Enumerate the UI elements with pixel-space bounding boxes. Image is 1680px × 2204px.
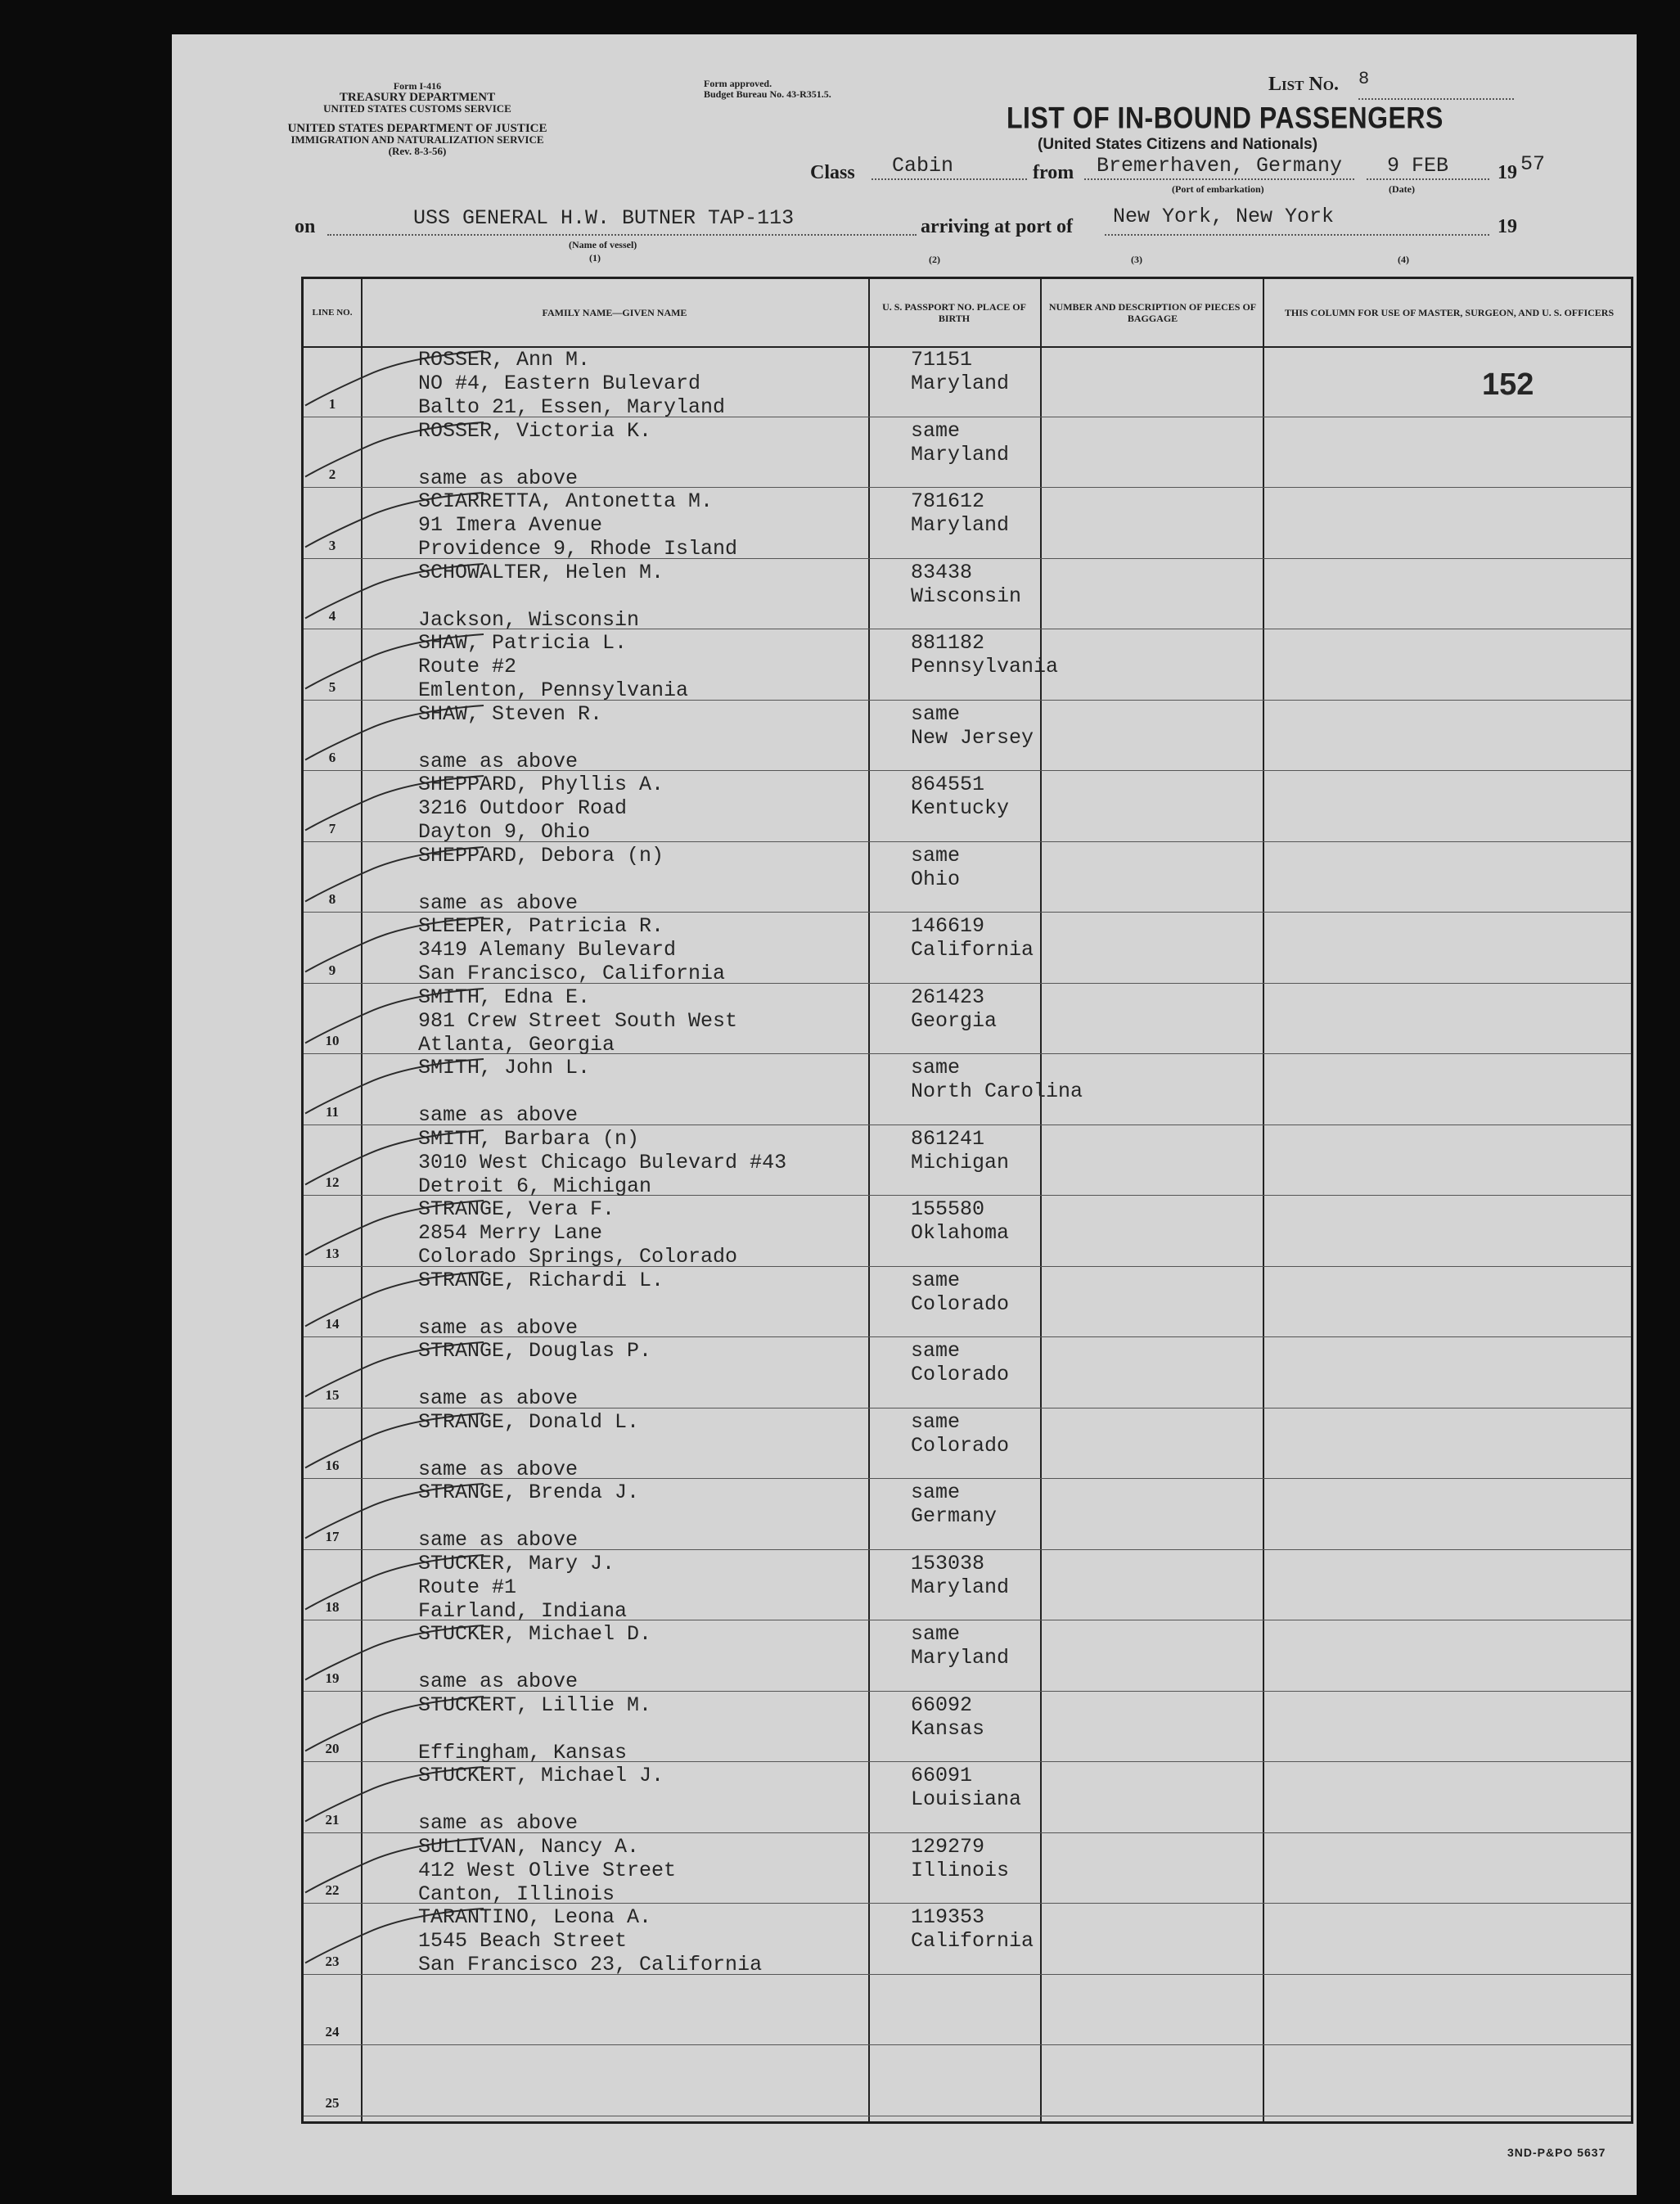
line-number: 23: [325, 1953, 340, 1969]
passenger-name-address: [418, 489, 737, 561]
passenger-name: SHAW, Steven R.: [418, 701, 603, 726]
table-row: [304, 1408, 1636, 1480]
place-of-birth: Kentucky: [911, 796, 1010, 820]
address-line: Colorado Springs, Colorado: [418, 1245, 738, 1269]
address-line: Effingham, Kansas: [418, 1740, 628, 1765]
immigration-label: IMMIGRATION AND NATURALIZATION SERVICE: [291, 133, 544, 146]
year-prefix: 19: [1498, 162, 1517, 183]
form-number: Form I-416: [393, 80, 442, 92]
passport-birthplace: [911, 419, 1009, 466]
table-row: [304, 1975, 1636, 2046]
passenger-name: SHEPPARD, Debora (n): [418, 843, 664, 868]
address-line: 981 Crew Street South West: [418, 1008, 738, 1033]
passport-number: same: [911, 1409, 961, 1434]
list-no-line: [1358, 98, 1514, 100]
passenger-name: ROSSER, Ann M.: [418, 348, 591, 372]
passport-birthplace: [911, 1552, 1009, 1599]
address-line: San Francisco, California: [418, 962, 726, 985]
place-of-birth: Colorado: [911, 1363, 1010, 1386]
col-num-1: (1): [589, 252, 601, 264]
on-label: on: [295, 216, 316, 237]
line-number: 9: [328, 962, 336, 978]
header-officers: THIS COLUMN FOR USE OF MASTER, SURGEON, AND U. S. OFFICERS: [1284, 307, 1615, 318]
passport-birthplace: [911, 1693, 984, 1741]
table-row: [304, 629, 1636, 701]
officer-note: 152: [1482, 367, 1534, 402]
passenger-name-address: [418, 631, 688, 702]
passport-number: 881182: [911, 631, 985, 655]
address-line: [418, 1434, 639, 1458]
passenger-name-address: [418, 1197, 737, 1269]
passport-birthplace: [911, 702, 1034, 750]
place-of-birth: Illinois: [911, 1858, 1010, 1882]
line-number: 2: [328, 466, 336, 482]
list-number-block: [1268, 69, 1370, 96]
place-of-birth: Colorado: [911, 1433, 1010, 1458]
address-line: same as above: [418, 466, 579, 490]
approved-label: Form approved.: [704, 78, 772, 89]
place-of-birth: Maryland: [911, 442, 1010, 466]
address-line: same as above: [418, 1670, 579, 1693]
passport-birthplace: [911, 773, 1009, 820]
passenger-name-address: [418, 1764, 664, 1835]
place-of-birth: New Jersey: [911, 725, 1034, 750]
line-number: 15: [325, 1386, 340, 1403]
date-caption: (Date): [1389, 183, 1415, 195]
line-number: 22: [325, 1882, 340, 1898]
table-row: [304, 488, 1636, 559]
address-line: 3010 West Chicago Bulevard #43: [418, 1150, 787, 1174]
address-line: Canton, Illinois: [418, 1882, 615, 1906]
table-row: [304, 1054, 1636, 1125]
passport-birthplace: [911, 1339, 1009, 1386]
address-line: [418, 1646, 651, 1670]
date-line: [1367, 178, 1489, 180]
table-row: [304, 1125, 1636, 1197]
vessel-value: USS GENERAL H.W. BUTNER TAP-113: [413, 206, 795, 230]
passenger-name: STRANGE, Brenda J.: [418, 1481, 640, 1504]
address-line: Fairland, Indiana: [418, 1598, 628, 1623]
budget-label: Budget Bureau No. 43-R351.5.: [704, 88, 831, 100]
passenger-name: TARANTINO, Leona A.: [418, 1905, 652, 1929]
passport-number: 153038: [911, 1551, 985, 1575]
table-row: [304, 1692, 1636, 1763]
header-name: FAMILY NAME—GIVEN NAME: [542, 307, 687, 318]
passport-number: 146619: [911, 914, 985, 938]
passenger-name: SMITH, Edna E.: [418, 985, 591, 1009]
address-line: [418, 1292, 664, 1316]
passenger-name: SMITH, John L.: [418, 1056, 591, 1079]
header-line-no: LINE NO.: [312, 308, 353, 318]
passport-birthplace: [911, 914, 1034, 962]
revision-label: (Rev. 8-3-56): [388, 145, 447, 157]
line-number: 16: [325, 1458, 340, 1473]
address-line: Route #2: [418, 655, 517, 678]
address-line: [418, 1717, 651, 1741]
place-of-birth: Pennsylvania: [911, 655, 1059, 678]
line-number: 20: [325, 1741, 340, 1756]
passport-birthplace: [911, 844, 960, 891]
table-row: [304, 1550, 1636, 1621]
table-row: [304, 1267, 1636, 1338]
col-num-4: (4): [1398, 254, 1409, 265]
line-number: 5: [328, 678, 336, 695]
passport-number: same: [911, 418, 961, 443]
address-line: San Francisco 23, California: [418, 1953, 763, 1976]
table-row: [304, 1620, 1636, 1692]
table-row: [304, 1762, 1636, 1833]
line-number: 3: [328, 537, 336, 553]
line-number: 4: [328, 608, 336, 624]
address-line: [418, 1504, 639, 1528]
passenger-name: SULLIVAN, Nancy A.: [418, 1834, 640, 1859]
justice-block: [282, 123, 552, 157]
place-of-birth: California: [911, 938, 1034, 962]
passport-birthplace: [911, 1764, 1021, 1811]
line-number: 19: [325, 1670, 340, 1686]
passport-birthplace: [911, 1622, 1009, 1670]
from-line: [1084, 178, 1354, 180]
line-number: 21: [325, 1811, 340, 1828]
passport-number: 864551: [911, 773, 985, 796]
line-number: 1: [328, 395, 336, 412]
table-row: [304, 1479, 1636, 1550]
address-line: same as above: [418, 1811, 579, 1835]
passport-birthplace: [911, 631, 1058, 678]
list-no-label: List No.: [1268, 74, 1339, 95]
passport-birthplace: [911, 348, 1009, 395]
passenger-name-address: [418, 1835, 676, 1906]
passenger-name-address: [418, 702, 602, 773]
passenger-name: STRANGE, Donald L.: [418, 1409, 640, 1434]
passport-number: 861241: [911, 1126, 985, 1151]
line-number: 8: [328, 891, 336, 907]
arriving-label: arriving at port of: [921, 216, 1073, 237]
col-num-3: (3): [1131, 254, 1142, 265]
passenger-name-address: [418, 773, 664, 844]
place-of-birth: Colorado: [911, 1291, 1010, 1316]
agency-block: [282, 80, 552, 115]
form-title: LIST OF IN-BOUND PASSENGERS: [1007, 101, 1444, 135]
place-of-birth: Georgia: [911, 1008, 998, 1033]
table-row: [304, 842, 1636, 913]
table-row: [304, 2045, 1636, 2116]
passenger-name: STRANGE, Vera F.: [418, 1197, 615, 1221]
passenger-name: ROSSER, Victoria K.: [418, 418, 652, 443]
table-row: [304, 559, 1636, 630]
passport-number: same: [911, 1481, 961, 1504]
place-of-birth: Germany: [911, 1504, 998, 1528]
passport-number: same: [911, 843, 961, 868]
line-number: 24: [325, 2024, 340, 2039]
form-subtitle: (United States Citizens and Nationals): [1038, 136, 1318, 153]
header-baggage: NUMBER AND DESCRIPTION OF PIECES OF BAGGAGE: [1048, 301, 1257, 324]
arriving-line: [1105, 234, 1489, 236]
passport-birthplace: [911, 1127, 1009, 1174]
passenger-name-address: [418, 985, 737, 1057]
passenger-name-address: [418, 1269, 664, 1340]
passport-birthplace: [911, 489, 1009, 537]
address-line: [418, 1787, 664, 1811]
passport-number: 66091: [911, 1764, 973, 1787]
address-line: same as above: [418, 1386, 579, 1410]
passenger-name: STRANGE, Douglas P.: [418, 1339, 652, 1363]
line-number: 25: [325, 2094, 340, 2111]
line-number: 18: [325, 1599, 340, 1615]
passport-number: 155580: [911, 1197, 985, 1221]
place-of-birth: North Carolina: [911, 1079, 1083, 1103]
list-no-value: 8: [1358, 69, 1370, 89]
address-line: [418, 1079, 590, 1103]
passenger-name-address: [418, 1056, 590, 1127]
address-line: [418, 726, 602, 750]
table-row: [304, 417, 1636, 489]
vessel-caption: (Name of vessel): [569, 239, 637, 250]
address-line: same as above: [418, 1315, 579, 1340]
passenger-name: SLEEPER, Patricia R.: [418, 914, 664, 938]
passport-number: same: [911, 701, 961, 726]
vessel-line: [327, 234, 917, 236]
date-value: 9 FEB: [1387, 154, 1449, 178]
passenger-name: STUCKERT, Lillie M.: [418, 1692, 652, 1717]
footer-code: 3ND-P&PO 5637: [1507, 2146, 1606, 2159]
address-line: Balto 21, Essen, Maryland: [418, 395, 726, 419]
passenger-name-address: [418, 561, 664, 632]
class-label: Class: [810, 162, 855, 183]
address-line: [418, 868, 664, 891]
address-line: 3419 Alemany Bulevard: [418, 938, 677, 962]
line-number: 13: [325, 1245, 340, 1261]
passport-birthplace: [911, 561, 1021, 608]
passenger-name-address: [418, 914, 725, 985]
passenger-name-address: [418, 844, 664, 915]
passenger-table: [301, 277, 1633, 2124]
place-of-birth: Ohio: [911, 867, 961, 891]
manifest-page: [172, 34, 1637, 2195]
passport-number: same: [911, 1056, 961, 1079]
line-number: 14: [325, 1316, 340, 1332]
table-row: [304, 1337, 1636, 1408]
year-value: 57: [1520, 152, 1546, 176]
passenger-name: STUCKER, Michael D.: [418, 1622, 652, 1646]
passenger-name-address: [418, 1127, 786, 1198]
place-of-birth: Maryland: [911, 513, 1010, 537]
passport-birthplace: [911, 1056, 1083, 1103]
passport-birthplace: [911, 1905, 1034, 1953]
table-row: [304, 984, 1636, 1055]
class-line: [872, 178, 1027, 180]
address-line: same as above: [418, 890, 579, 915]
place-of-birth: Maryland: [911, 372, 1010, 395]
approval-block: [704, 79, 831, 100]
year2-prefix: 19: [1498, 216, 1517, 237]
from-label: from: [1033, 162, 1074, 183]
passport-number: 119353: [911, 1905, 985, 1929]
address-line: Route #1: [418, 1575, 517, 1599]
table-row: [304, 701, 1636, 772]
place-of-birth: Michigan: [911, 1150, 1010, 1174]
address-line: same as above: [418, 1457, 579, 1481]
address-line: 1545 Beach Street: [418, 1929, 628, 1953]
line-number: 12: [325, 1174, 340, 1190]
line-number: 7: [328, 820, 336, 836]
line-number: 6: [328, 750, 336, 765]
address-line: same as above: [418, 749, 579, 773]
passenger-name: SCHOWALTER, Helen M.: [418, 560, 664, 584]
passenger-name-address: [418, 1622, 651, 1693]
passport-birthplace: [911, 985, 997, 1033]
place-of-birth: Wisconsin: [911, 584, 1022, 608]
address-line: 2854 Merry Lane: [418, 1221, 603, 1245]
place-of-birth: California: [911, 1929, 1034, 1953]
passenger-name-address: [418, 1410, 639, 1481]
passenger-name: SCIARRETTA, Antonetta M.: [418, 489, 714, 513]
passport-birthplace: [911, 1197, 1009, 1245]
address-line: 412 West Olive Street: [418, 1858, 677, 1882]
passenger-name-address: [418, 1693, 651, 1765]
line-number: 11: [325, 1103, 340, 1120]
place-of-birth: Oklahoma: [911, 1221, 1010, 1245]
port-embark-caption: (Port of embarkation): [1172, 183, 1264, 195]
passenger-name-address: [418, 1339, 651, 1410]
customs-label: UNITED STATES CUSTOMS SERVICE: [323, 102, 511, 115]
passenger-name: SHAW, Patricia L.: [418, 631, 628, 655]
address-line: Atlanta, Georgia: [418, 1032, 615, 1057]
address-line: [418, 1363, 651, 1386]
address-line: Providence 9, Rhode Island: [418, 537, 738, 561]
passport-number: same: [911, 1622, 961, 1646]
justice-label: UNITED STATES DEPARTMENT OF JUSTICE: [287, 122, 547, 135]
col-num-2: (2): [929, 254, 940, 265]
table-row: [304, 1196, 1636, 1267]
table-row: [304, 346, 1636, 417]
passport-birthplace: [911, 1269, 1009, 1316]
address-line: Detroit 6, Michigan: [418, 1174, 652, 1198]
address-line: 3216 Outdoor Road: [418, 796, 628, 820]
passport-birthplace: [911, 1835, 1009, 1882]
passenger-name-address: [418, 1552, 627, 1623]
passport-birthplace: [911, 1410, 1009, 1458]
place-of-birth: Kansas: [911, 1716, 985, 1741]
address-line: same as above: [418, 1103, 579, 1127]
passenger-name-address: [418, 419, 651, 490]
passport-number: 71151: [911, 348, 973, 372]
passport-number: 66092: [911, 1692, 973, 1717]
line-number: 10: [325, 1033, 340, 1048]
treasury-label: TREASURY DEPARTMENT: [339, 91, 496, 104]
table-row: [304, 913, 1636, 984]
passenger-name: STUCKERT, Michael J.: [418, 1764, 664, 1787]
passport-number: same: [911, 1339, 961, 1363]
passport-number: 83438: [911, 560, 973, 584]
address-line: [418, 584, 664, 608]
table-row: [304, 1833, 1636, 1904]
address-line: Dayton 9, Ohio: [418, 820, 591, 844]
class-value: Cabin: [892, 154, 954, 178]
passenger-name: STRANGE, Richardi L.: [418, 1268, 664, 1292]
passenger-name: STUCKER, Mary J.: [418, 1551, 615, 1575]
address-line: same as above: [418, 1528, 579, 1552]
passport-number: 129279: [911, 1834, 985, 1859]
address-line: Emlenton, Pennsylvania: [418, 678, 689, 702]
passenger-name-address: [418, 348, 725, 419]
address-line: Jackson, Wisconsin: [418, 607, 640, 632]
address-line: NO #4, Eastern Bulevard: [418, 372, 701, 395]
place-of-birth: Louisiana: [911, 1787, 1022, 1811]
from-value: Bremerhaven, Germany: [1097, 154, 1343, 178]
header-passport: U. S. PASSPORT NO. PLACE OF BIRTH: [882, 301, 1026, 324]
passport-birthplace: [911, 1481, 997, 1528]
passport-number: same: [911, 1268, 961, 1292]
place-of-birth: Maryland: [911, 1575, 1010, 1599]
passenger-name: SHEPPARD, Phyllis A.: [418, 773, 664, 796]
place-of-birth: Maryland: [911, 1646, 1010, 1670]
passport-number: 781612: [911, 489, 985, 513]
passenger-name: SMITH, Barbara (n): [418, 1126, 640, 1151]
address-line: 91 Imera Avenue: [418, 513, 603, 537]
table-row: [304, 1904, 1636, 1975]
arriving-value: New York, New York: [1113, 205, 1335, 228]
passport-number: 261423: [911, 985, 985, 1009]
line-number: 17: [325, 1528, 340, 1544]
passenger-name-address: [418, 1905, 762, 1976]
table-row: [304, 771, 1636, 842]
passenger-name-address: [418, 1481, 639, 1552]
address-line: [418, 443, 651, 466]
